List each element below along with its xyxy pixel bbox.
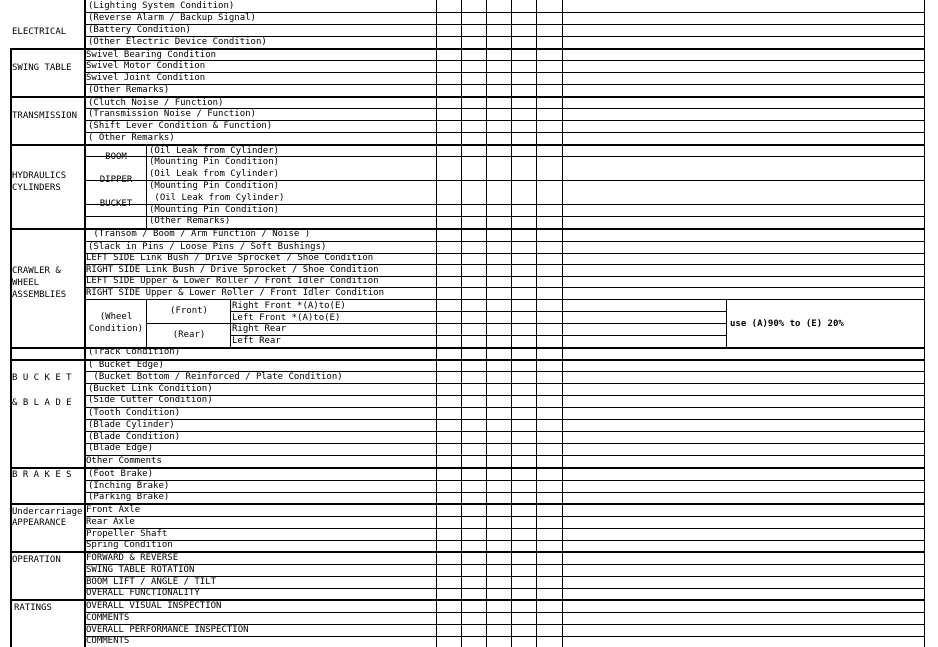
grid-line xyxy=(10,467,924,469)
checklist-item: OVERALL FUNCTIONALITY xyxy=(86,588,200,598)
section-label-hydraulics: HYDRAULICS xyxy=(12,171,67,181)
section-label-blade: & B L A D E xyxy=(12,398,72,408)
grid-line xyxy=(85,636,924,637)
checklist-item: Swivel Motor Condition xyxy=(86,61,206,71)
checklist-item: COMMENTS xyxy=(86,613,130,623)
checklist-item: Propeller Shaft xyxy=(86,529,168,539)
grid-line xyxy=(146,323,726,324)
grid-line xyxy=(85,576,924,577)
grid-line xyxy=(85,156,924,157)
checklist-item: BOOM LIFT / ANGLE / TILT xyxy=(86,577,217,587)
checklist-item: LEFT SIDE Upper & Lower Roller / Front Idler Condition xyxy=(86,276,379,286)
checklist-item: (Mounting Pin Condition) xyxy=(149,181,280,191)
checklist-item: (Shift Lever Condition & Function) xyxy=(88,121,273,131)
checklist-item: (Slack in Pins / Loose Pins / Soft Bushings) xyxy=(88,242,327,252)
grid-line xyxy=(85,24,924,25)
checklist-item: ( Bucket Edge) xyxy=(88,360,164,370)
grid-line xyxy=(85,204,924,205)
grid-line xyxy=(10,48,12,647)
checklist-item: (Blade Cylinder) xyxy=(88,420,175,430)
wheel-rating-note: use (A)90% to (E) 20% xyxy=(730,319,844,329)
grid-line xyxy=(10,48,924,50)
grid-line xyxy=(85,443,924,444)
checklist-item: OVERALL VISUAL INSPECTION xyxy=(86,601,222,611)
section-label-ratings: RATINGS xyxy=(14,603,52,613)
checklist-item: OVERALL PERFORMANCE INSPECTION xyxy=(86,625,249,635)
grid-line xyxy=(10,144,924,146)
grid-line xyxy=(85,624,924,625)
grid-line xyxy=(85,371,924,372)
rear-wheels-label: (Rear) xyxy=(172,330,206,340)
grid-line xyxy=(10,503,924,505)
grid-line xyxy=(85,588,924,589)
grid-line xyxy=(85,287,924,288)
checklist-item: (Reverse Alarm / Backup Signal) xyxy=(88,13,256,23)
checklist-item: (Transom / Boom / Arm Function / Noise ) xyxy=(88,229,311,239)
section-label-cylinders: CYLINDERS xyxy=(12,183,61,193)
checklist-item: (Parking Brake) xyxy=(88,492,170,502)
checklist-item: (Other Electric Device Condition) xyxy=(88,37,267,47)
grid-line xyxy=(230,335,726,336)
checklist-item: LEFT SIDE Link Bush / Drive Sprocket / Shoe Condition xyxy=(86,253,374,263)
grid-line xyxy=(85,12,924,13)
grid-line xyxy=(85,528,924,529)
grid-line xyxy=(10,599,924,601)
grid-line xyxy=(10,359,924,361)
grid-line xyxy=(230,311,726,312)
checklist-item: SWING TABLE ROTATION xyxy=(86,565,195,575)
checklist-item: Swivel Bearing Condition xyxy=(86,50,217,60)
checklist-item: (Inching Brake) xyxy=(88,481,170,491)
grid-line xyxy=(85,540,924,541)
grid-line xyxy=(10,228,924,230)
checklist-item: (Lighting System Condition) xyxy=(88,1,235,11)
section-label-brakes: B R A K E S xyxy=(12,470,72,480)
section-label-bucket: B U C K E T xyxy=(12,373,72,383)
checklist-item: (Other Remarks) xyxy=(149,216,231,226)
grid-line xyxy=(85,120,924,121)
wheel-condition-label: Condition) xyxy=(88,324,144,334)
section-label-undercarriage: Undercarriage xyxy=(12,507,83,517)
section-label-assemblies: ASSEMBLIES xyxy=(12,290,67,300)
checklist-item: (Track Condition) xyxy=(88,347,181,357)
checklist-item: Other Comments xyxy=(86,456,162,466)
grid-line xyxy=(85,72,924,73)
section-label-crawler: CRAWLER & xyxy=(12,266,61,276)
checklist-item: ( Other Remarks) xyxy=(88,133,175,143)
wheel-position-item: Right Rear xyxy=(232,324,287,334)
wheel-position-item: Left Rear xyxy=(232,336,281,346)
grid-line xyxy=(85,455,924,456)
grid-line xyxy=(85,383,924,384)
grid-line xyxy=(85,84,924,85)
wheel-position-item: Right Front *(A)to(E) xyxy=(232,301,346,311)
checklist-item: Rear Axle xyxy=(86,517,135,527)
checklist-item: (Foot Brake) xyxy=(88,469,154,479)
checklist-item: (Battery Condition) xyxy=(88,25,191,35)
checklist-item: (Mounting Pin Condition) xyxy=(149,157,280,167)
checklist-item: (Clutch Noise / Function) xyxy=(88,98,224,108)
grid-line xyxy=(924,0,925,647)
checklist-item: (Blade Edge) xyxy=(88,443,154,453)
checklist-item: (Tooth Condition) xyxy=(88,408,181,418)
checklist-item: RIGHT SIDE Link Bush / Drive Sprocket / Shoe Condition xyxy=(86,265,379,275)
checklist-item: Swivel Joint Condition xyxy=(86,73,206,83)
grid-line xyxy=(85,492,924,493)
grid-line xyxy=(85,407,924,408)
grid-line xyxy=(10,96,924,98)
grid-line xyxy=(85,480,924,481)
checklist-item: (Other Remarks) xyxy=(88,85,170,95)
wheel-condition-label: (Wheel xyxy=(99,312,133,322)
grid-line xyxy=(84,0,86,647)
section-label-appearance: APPEARANCE xyxy=(12,518,67,528)
grid-line xyxy=(85,253,924,254)
grid-line xyxy=(85,299,924,300)
grid-line xyxy=(85,276,924,277)
grid-line xyxy=(85,431,924,432)
grid-line xyxy=(726,299,727,347)
checklist-item: COMMENTS xyxy=(86,636,130,646)
checklist-item: RIGHT SIDE Upper & Lower Roller / Front Idler Condition xyxy=(86,288,385,298)
grid-line xyxy=(85,180,924,181)
wheel-position-item: Left Front *(A)to(E) xyxy=(232,313,341,323)
checklist-item: (Oil Leak from Cylinder) xyxy=(149,193,285,203)
checklist-item: (Oil Leak from Cylinder) xyxy=(149,169,280,179)
checklist-item: (Oil Leak from Cylinder) xyxy=(149,146,280,156)
section-label-swing-table: SWING TABLE xyxy=(12,63,72,73)
grid-line xyxy=(85,60,924,61)
section-label-electrical: ELECTRICAL xyxy=(12,27,67,37)
grid-line xyxy=(85,419,924,420)
section-label-operation: OPERATION xyxy=(12,555,61,565)
checklist-item: (Mounting Pin Condition) xyxy=(149,205,280,215)
grid-line xyxy=(85,395,924,396)
checklist-item: (Transmission Noise / Function) xyxy=(88,109,256,119)
grid-line xyxy=(146,144,147,228)
grid-line xyxy=(85,612,924,613)
checklist-item: (Bucket Link Condition) xyxy=(88,384,213,394)
subgroup-label-bucket: BUCKET xyxy=(99,199,133,209)
grid-line xyxy=(10,347,924,349)
section-label-wheel: WHEEL xyxy=(12,278,40,288)
checklist-item: Spring Condition xyxy=(86,540,173,550)
checklist-item: (Bucket Bottom / Reinforced / Plate Condition) xyxy=(88,372,343,382)
grid-line xyxy=(85,264,924,265)
front-wheels-label: (Front) xyxy=(170,306,208,316)
grid-line xyxy=(10,551,924,553)
subgroup-label-dipper: DIPPER xyxy=(99,175,133,185)
grid-line xyxy=(85,516,924,517)
checklist-item: FORWARD & REVERSE xyxy=(86,553,179,563)
grid-line xyxy=(85,564,924,565)
grid-line xyxy=(85,216,924,217)
subgroup-label-boom: BOOM xyxy=(105,152,127,162)
checklist-item: (Side Cutter Condition) xyxy=(88,395,213,405)
grid-line xyxy=(85,132,924,133)
grid-line xyxy=(85,36,924,37)
checklist-item: (Blade Condition) xyxy=(88,432,181,442)
grid-line xyxy=(85,108,924,109)
section-label-transmission: TRANSMISSION xyxy=(12,111,78,121)
grid-line xyxy=(85,241,924,242)
checklist-item: Front Axle xyxy=(86,505,141,515)
